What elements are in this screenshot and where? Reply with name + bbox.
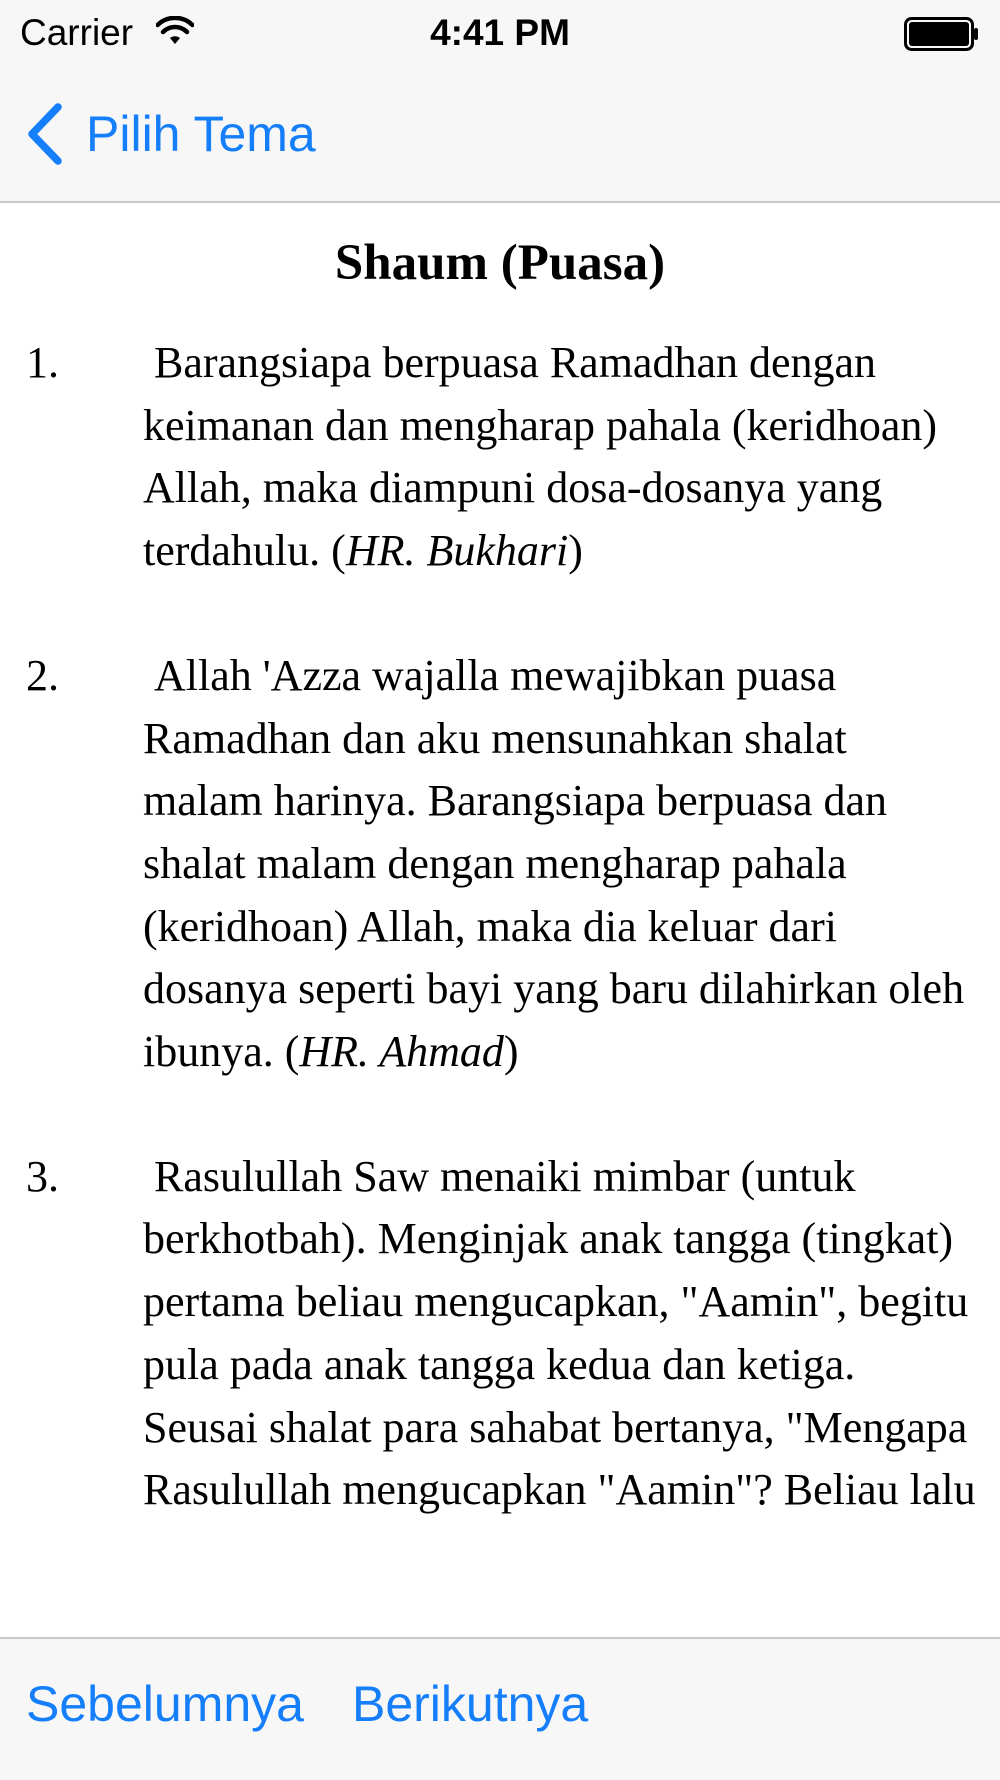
hadith-item — [0, 332, 1000, 583]
status-bar — [0, 0, 1000, 68]
hadith-source: HR. Ahmad — [299, 1027, 504, 1077]
status-time: 4:41 PM — [430, 12, 570, 53]
back-button-label: Pilih Tema — [86, 106, 316, 162]
previous-button[interactable]: Sebelumnya — [26, 1676, 304, 1732]
hadith-number: 1. — [26, 338, 59, 387]
hadith-number: 2. — [26, 650, 59, 700]
hadith-item — [0, 1146, 1000, 1522]
hadith-item — [0, 645, 1000, 1084]
bottom-toolbar — [0, 1637, 1000, 1780]
hadith-text: Allah 'Azza wajalla mewajibkan puasa Ramadhan dan aku mensunahkan shalat malam harinya. Barangsiapa berpuasa dan shalat malam dengan mengharap pahala (keridhoan) Allah, maka dia keluar dari dosanya seperti bayi yang baru dilahirkan oleh ibunya. (HR. Ahmad) — [143, 650, 965, 1077]
chevron-left-icon — [24, 101, 64, 167]
next-button[interactable]: Berikutnya — [352, 1676, 589, 1732]
navigation-bar — [0, 68, 1000, 203]
back-button[interactable] — [24, 98, 316, 170]
hadith-text: Rasulullah Saw menaiki mimbar (untuk berkhotbah). Menginjak anak tangga (tingkat) pertama beliau mengucapkan, "Aamin", begitu pula pada anak tangga kedua dan ketiga. Seusai shalat para sahabat bertanya, "Mengapa Rasulullah mengucapkan "Aamin"? Beliau lalu — [143, 1151, 976, 1515]
content-scroll-view[interactable] — [0, 203, 1000, 1637]
hadith-text: Barangsiapa berpuasa Ramadhan dengan keimanan dan mengharap pahala (keridhoan) Allah, maka diampuni dosa-dosanya yang terdahulu. (HR. Bukhari) — [143, 338, 938, 576]
hadith-source: HR. Bukhari — [345, 526, 569, 576]
battery-full-icon — [904, 17, 980, 51]
page-title: Shaum (Puasa) — [334, 235, 666, 291]
carrier-label: Carrier — [20, 12, 134, 53]
hadith-number: 3. — [26, 1151, 59, 1201]
